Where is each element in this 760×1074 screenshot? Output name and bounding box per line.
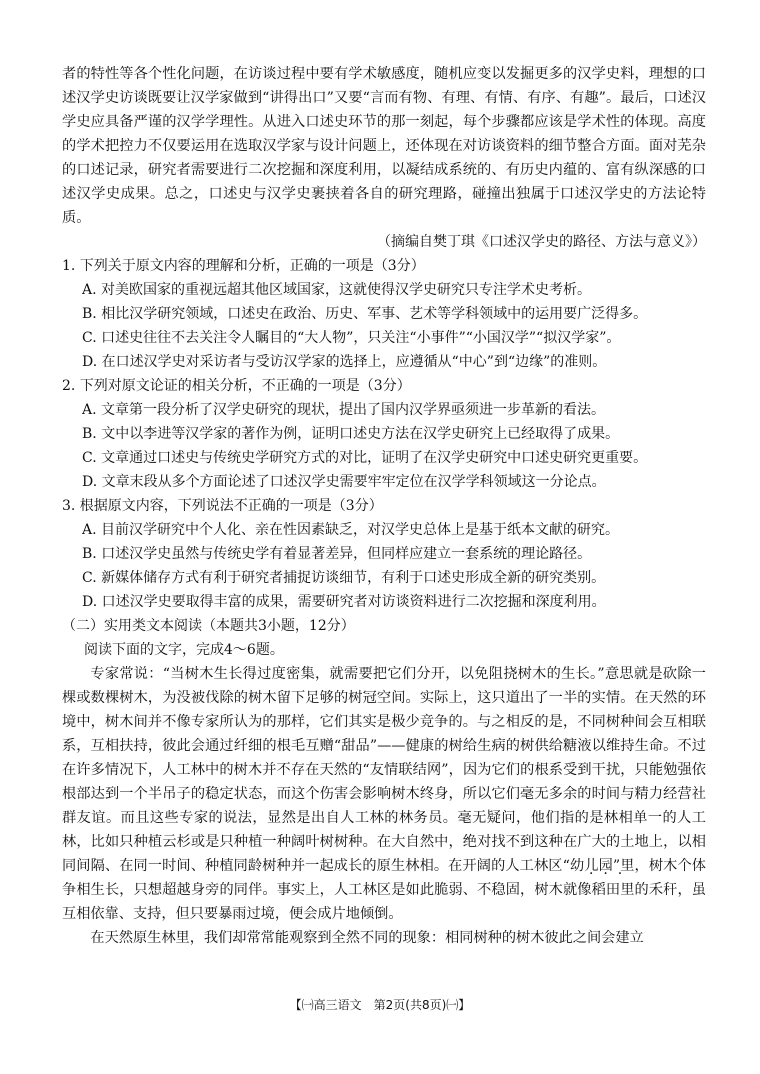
question-stem: 1. 下列关于原文内容的理解和分析，正确的一项是（3分） bbox=[62, 258, 425, 274]
option-a: A. 文章第一段分析了汉学史研究的现状，提出了国内汉学界亟须进一步革新的看法。 bbox=[82, 402, 606, 418]
option-d: D. 文章末段从多个方面论述了口述汉学史需要牢牢定位在汉学学科领域这一分论点。 bbox=[82, 474, 606, 490]
option-c: C. 文章通过口述史与传统史学研究方式的对比，证明了在汉学史研究中口述史研究更重要。 bbox=[82, 450, 648, 466]
option-d: D. 在口述汉学史对采访者与受访汉学家的选择上，应遵循从“中心”到“边缘”的准则。 bbox=[82, 354, 607, 370]
article-text: ”里，树木个体争相生长，只想超越身旁的同伴。事实上，人工林区是如此脆弱、不稳固，树木就像稻田里的禾秆，虽互相依靠、支持，但只要暴雨过境，便会成片地倾倒。 bbox=[62, 858, 706, 922]
passage-source: （摘编自樊丁琪《口述汉学史的路径、方法与意义》） bbox=[377, 234, 706, 250]
emphasis-char: 幼 bbox=[569, 858, 585, 874]
option-a: A. 对美欧国家的重视远超其他区域国家，这就使得汉学史研究只专注学术史考析。 bbox=[82, 282, 592, 298]
option-c: C. 口述史往往不去关注令人瞩目的“大人物”，只关注“小事件”“小国汉学”“拟汉学家”。 bbox=[82, 330, 621, 346]
question-stem: 3. 根据原文内容，下列说法不正确的一项是（3分） bbox=[62, 498, 383, 514]
question-2 bbox=[62, 374, 706, 494]
emphasis-char: 园 bbox=[598, 858, 613, 874]
section-title: （二）实用类文本阅读（本题共3小题，12分） bbox=[62, 618, 355, 634]
article-paragraph: 在天然原生林里，我们却常常能观察到全然不同的现象：相同树种的树木彼此之间会建立 bbox=[90, 930, 644, 946]
emphasized-term bbox=[570, 858, 613, 874]
question-3 bbox=[62, 494, 706, 614]
page-footer: 【㈠高三语文 第2页(共8页)㈠】 bbox=[289, 998, 471, 1012]
article-text: 专家常说：“当树木生长得过度密集，就需要把它们分开，以免阻挠树木的生长。”意思就是砍除一棵或数棵树木，为没被伐除的树木留下足够的树冠空间。实际上，这只道出了一半的实情。在天然的环境中，树木间并不像专家所认为的那样，它们其实是极少竞争的。与之相反的是，不同树种间会互相联系，互相扶持，彼此会通过纤细的根毛互赠“甜品”——健康的树给生病的树供给糖液以维持生命。不过在许多情况下，人工林中的树木并不存在天然的“友情联结网”，因为它们的根系受到干扰，只能勉强依根部达到一个半吊子的稳定状态，而这个伤害会影响树木终身，所以它们毫无多余的时间与精力经营社群友谊。而且这些专家的说法，显然是出自人工林的林务员。毫无疑问，他们指的是林相单一的人工林，比如只种植云杉或是只种植一种阔叶树树种。在大自然中，绝对找不到这种在广大的土地上，以相同间隔、在同一时间、种植同龄树种并一起成长的原生林相。在开阔的人工林区“ bbox=[62, 666, 706, 874]
question-stem: 2. 下列对原文论证的相关分析，不正确的一项是（3分） bbox=[62, 378, 411, 394]
option-d: D. 口述汉学史要取得丰富的成果，需要研究者对访谈资料进行二次挖掘和深度利用。 bbox=[82, 594, 606, 610]
option-c: C. 新媒体储存方式有利于研究者捕捉访谈细节，有利于口述史形成全新的研究类别。 bbox=[82, 570, 606, 586]
article-paragraph bbox=[62, 662, 706, 926]
option-b: B. 文中以李进等汉学家的著作为例，证明口述史方法在汉学史研究上已经取得了成果。 bbox=[82, 426, 620, 442]
passage-paragraph: 者的特性等各个性化问题，在访谈过程中要有学术敏感度，随机应变以发掘更多的汉学史料，理想的口述汉学史访谈既要让汉学家做到“讲得出口”又要“言而有物、有理、有情、有序、有趣”。最后，口述汉学史应具备严谨的汉学学理性。从进入口述史环节的那一刻起，每个步骤都应该是学术性的体现。高度的学术把控力不仅要运用在选取汉学家与设计问题上，还体现在对访谈资料的细节整合方面。面对芜杂的口述记录，研究者需要进行二次挖掘和深度利用，以凝结成系统的、有历史内蕴的、富有纵深感的口述汉学史成果。总之，口述史与汉学史裹挟着各自的研究理路，碰撞出独属于口述汉学史的方法论特质。 bbox=[62, 66, 706, 226]
option-b: B. 相比汉学研究领域，口述史在政治、历史、军事、艺术等学科领域中的运用要广泛得多。 bbox=[82, 306, 648, 322]
section-instruction: 阅读下面的文字，完成4～6题。 bbox=[84, 642, 284, 658]
option-a: A. 目前汉学研究中个人化、亲在性因素缺乏，对汉学史总体上是基于纸本文献的研究。 bbox=[82, 522, 620, 538]
question-1 bbox=[62, 254, 706, 374]
emphasis-char: 儿 bbox=[584, 858, 599, 874]
option-b: B. 口述汉学史虽然与传统史学有着显著差异，但同样应建立一套系统的理论路径。 bbox=[82, 546, 592, 562]
